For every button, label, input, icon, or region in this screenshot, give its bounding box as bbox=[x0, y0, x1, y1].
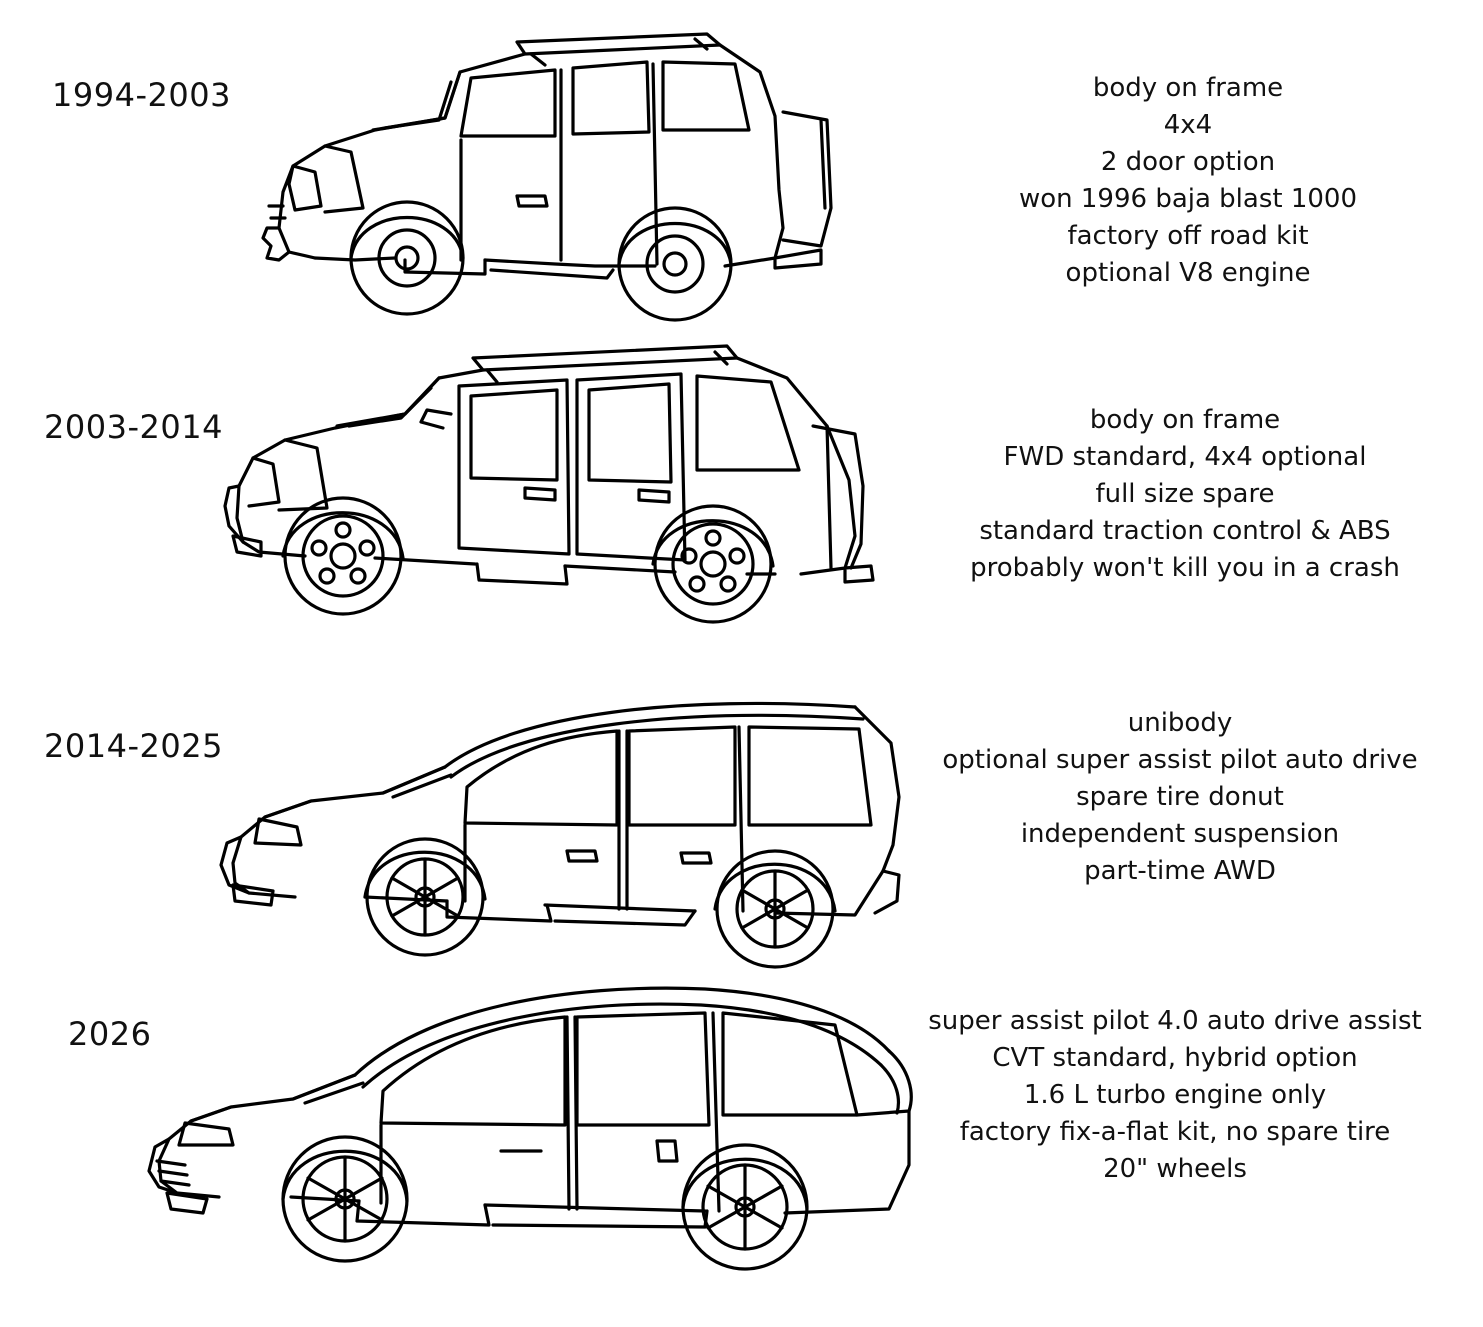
specs-list-4 bbox=[870, 1003, 1480, 1188]
generation-row-3 bbox=[0, 665, 1483, 965]
spec-item: optional V8 engine bbox=[1065, 257, 1311, 288]
spec-item: super assist pilot 4.0 auto drive assist bbox=[928, 1006, 1422, 1036]
generation-row-2 bbox=[0, 330, 1483, 660]
vehicle-illustration-2 bbox=[215, 330, 895, 650]
vehicle-illustration-4 bbox=[145, 965, 925, 1255]
era-label-1: 1994-2003 bbox=[52, 76, 231, 114]
spec-item: unibody bbox=[1127, 708, 1233, 738]
spec-item: standard traction control & ABS bbox=[979, 515, 1391, 546]
spec-item: body on frame bbox=[1092, 73, 1284, 103]
spec-item: factory fix-a-flat kit, no spare tire bbox=[959, 1116, 1391, 1147]
spec-item: optional super assist pilot auto drive bbox=[942, 744, 1418, 775]
spec-item: CVT standard, hybrid option bbox=[992, 1042, 1358, 1073]
spec-item: factory off road kit bbox=[1067, 220, 1309, 251]
specs-list-3 bbox=[880, 705, 1480, 890]
spec-item: probably won't kill you in a crash bbox=[970, 552, 1400, 583]
era-label-3: 2014-2025 bbox=[44, 727, 223, 765]
vehicle-illustration-1 bbox=[255, 20, 865, 310]
spec-item: full size spare bbox=[1095, 478, 1275, 509]
generation-row-4 bbox=[0, 965, 1483, 1325]
spec-item: 2 door option bbox=[1100, 146, 1276, 177]
spec-item: part-time AWD bbox=[1084, 855, 1276, 886]
era-label-4: 2026 bbox=[68, 1015, 152, 1053]
spec-item: FWD standard, 4x4 optional bbox=[1003, 441, 1367, 472]
era-label-2: 2003-2014 bbox=[44, 408, 223, 446]
spec-item: 1.6 L turbo engine only bbox=[1023, 1079, 1327, 1110]
spec-item: 4x4 bbox=[1163, 109, 1213, 140]
spec-item: won 1996 baja blast 1000 bbox=[1018, 183, 1358, 214]
spec-item: independent suspension bbox=[1020, 818, 1340, 849]
specs-list-2 bbox=[900, 402, 1470, 587]
spec-item: body on frame bbox=[1089, 405, 1281, 435]
spec-item: 20" wheels bbox=[1103, 1153, 1247, 1184]
spec-item: spare tire donut bbox=[1076, 781, 1284, 812]
vehicle-illustration-3 bbox=[215, 685, 905, 965]
generation-row-1 bbox=[0, 0, 1483, 320]
specs-list-1 bbox=[918, 70, 1458, 291]
